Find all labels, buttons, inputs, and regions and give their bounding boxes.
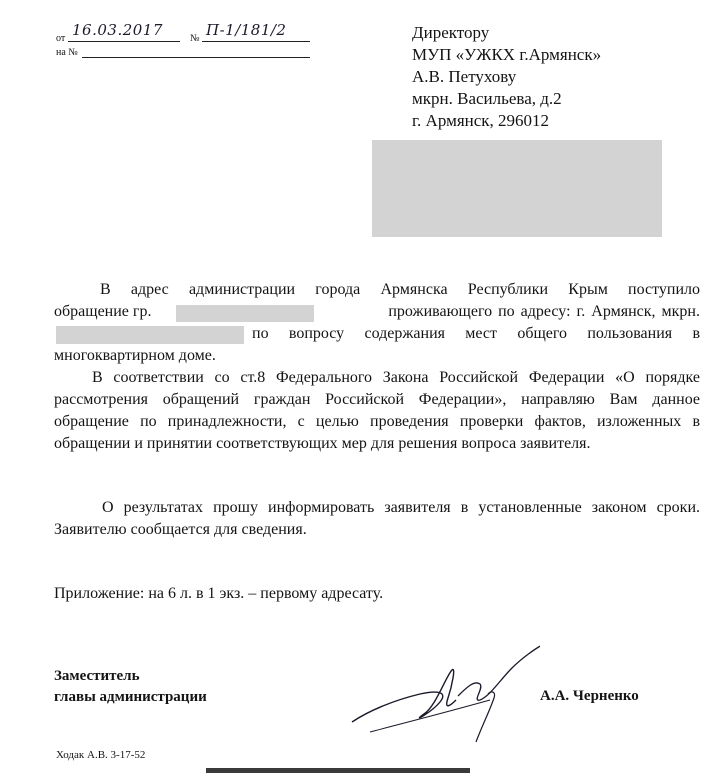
text-fragment: обращение гр. — [54, 303, 152, 320]
addressee-line: Директору — [412, 23, 490, 42]
addressee-line: МУП «УЖКХ г.Армянск» — [412, 45, 602, 64]
redacted-address — [56, 326, 244, 344]
text-fragment: проживающего по адресу: г. Армянск, мкрн. — [388, 303, 700, 320]
date-underline — [68, 41, 180, 42]
addressee-line: А.В. Петухову — [412, 67, 517, 86]
redacted-name — [176, 305, 314, 322]
outgoing-number: П-1/181/2 — [206, 21, 287, 39]
body-paragraph-3: О результатах прошу информировать заявителя в установленные законом сроки. Заявителю сообщается для сведения. — [54, 499, 700, 538]
body-paragraph-1-line-1: В адрес администрации города Армянска Республики Крым поступило — [100, 281, 700, 298]
outgoing-date: 16.03.2017 — [72, 21, 163, 39]
signatory-title-line-2: главы администрации — [54, 689, 207, 705]
reference-underline — [82, 57, 310, 58]
number-underline — [202, 41, 310, 42]
body-paragraph-2: В соответствии со ст.8 Федерального Закона Российской Федерации «О порядке рассмотрения обращений граждан Российской Федерации», направляю Вам данное обращение по принадлежности, с целью проведения проверки фактов, изложенных в обращении и принятии соответствующих мер для решения вопроса заявителя. — [54, 369, 700, 452]
handwritten-signature — [340, 640, 540, 750]
signatory-title — [54, 666, 207, 708]
executor-contact: Ходак А.В. 3-17-52 — [56, 749, 146, 761]
redacted-block — [372, 140, 662, 237]
signatory-title-line-1: Заместитель — [54, 668, 140, 684]
number-label: № — [190, 33, 200, 44]
attachment-line: Приложение: на 6 л. в 1 экз. – первому адресату. — [54, 585, 384, 602]
body-paragraph-1-line-3: по вопросу содержания мест общего пользования в — [252, 325, 700, 342]
addressee-line: г. Армянск, 296012 — [412, 111, 550, 130]
signatory-name: А.А. Черненко — [540, 688, 639, 704]
addressee-block — [412, 22, 601, 132]
body-paragraph-1-line-2 — [54, 301, 700, 323]
addressee-line: мкрн. Васильева, д.2 — [412, 89, 562, 108]
scan-edge-bar — [206, 768, 470, 773]
body-paragraph-1-line-4: многоквартирном доме. — [54, 347, 216, 364]
outgoing-date-row — [56, 33, 65, 45]
reference-label: на № — [56, 47, 78, 58]
from-label: от — [56, 33, 66, 44]
